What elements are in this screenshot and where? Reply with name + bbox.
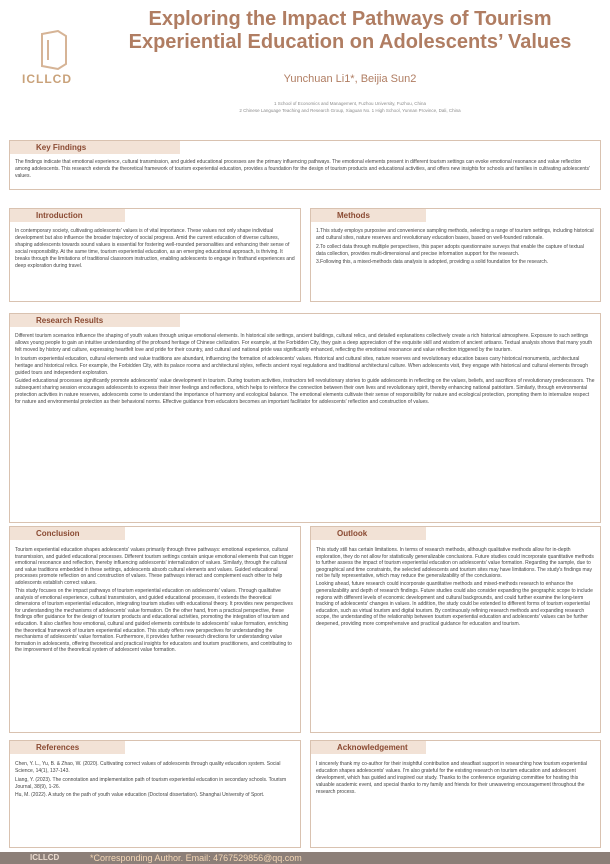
footer-bar — [0, 852, 610, 864]
references-heading: References — [10, 741, 125, 754]
key-findings-heading: Key Findings — [10, 141, 180, 154]
acknowledgement-section — [310, 740, 601, 848]
acknowledgement-text: I sincerely thank my co-author for their insightful contribution and steadfast support in researching how tourism experiential education shapes adolescents' values. I'm also grateful for the existing research on tourism education and adolescent development, which has guided and inspired our study. Thanks to the conference organizing committee for hosting this valuable academic event, and special thanks to my family and friends for their unwavering encouragement throughout the research process. — [316, 761, 587, 795]
footer-logo-text: ICLLCD — [30, 853, 60, 862]
introduction-section — [9, 208, 301, 302]
outlook-section — [310, 526, 601, 733]
results-paragraph: In tourism experiential education, cultural elements and value traditions are abundant, influencing the formation of adolescents' values. Historical and cultural sites, nature reserves and revolutionary education bases carry historical monuments, architectural heritage and historical relics. For example, the Forbidden City, with its palace rooms and architectural styles, reflects ancient royal regulations and traditional architectural culture. When adolescents visit, they engage with historical and cultural elements through guided tours and independent exploration. — [15, 355, 588, 376]
title-line-1: Exploring the Impact Pathways of Tourism — [148, 8, 552, 30]
outlook-paragraph: This study still has certain limitations. In terms of research methods, although qualitative methods allow for in-depth exploration, they do not allow for statistically generalizable conclusions. Future studies could incorporate quantitative methods to further assess the impact of tourism experiential education on adolescents' value formation. Regarding the sample, due to geographical and time constraints, the selected adolescents and tourism sites may have limitations. The study's findings may not be fully representative, which may reduce the generalizability of the conclusions. — [316, 547, 594, 580]
conclusion-section — [9, 526, 301, 733]
conference-logo-icon — [30, 30, 70, 70]
introduction-heading: Introduction — [10, 209, 125, 222]
acknowledgement-heading: Acknowledgement — [311, 741, 426, 754]
outlook-text — [316, 547, 595, 629]
logo-text: ICLLCD — [22, 72, 72, 86]
results-paragraph: Different tourism scenarios influence the shaping of youth values through unique emotional elements. In historical site settings, ancient buildings, cultural relics, and detailed explanations collectively create a rich historical atmosphere. Exposure to such settings allows young people to gain an intuitive understanding of the profound heritage of Chinese civilization. For example, at the Forbidden City, they gain a deep appreciation of the exquisite skill and wisdom of ancient artisans. Textual analysis shows that many youth felt moved by history and culture, expressing heartfelt love and pride for their country, and cultural and national pride was significantly enhanced, reflecting the emotional resonance and value reflection triggered by the tourism. — [15, 333, 593, 353]
key-findings-section — [9, 140, 601, 190]
methods-heading: Methods — [311, 209, 426, 222]
poster-title — [100, 8, 600, 54]
reference-item: Hu, M. (2022). A study on the path of youth value education (Doctoral dissertation). Shanghai University of Sport. — [15, 792, 265, 798]
title-line-2: Experiential Education on Adolescents’ Values — [128, 31, 572, 53]
methods-item: 2.To collect data through multiple perspectives, this paper adopts questionnaire surveys that enable the capture of textual data collection, provides multi-dimensional and precise information support for the research. — [316, 243, 584, 257]
methods-section — [310, 208, 601, 302]
references-list — [15, 761, 295, 801]
conclusion-text — [15, 547, 295, 656]
references-section — [9, 740, 301, 848]
key-findings-text: The findings indicate that emotional experience, cultural transmission, and guided educational processes are the primary influencing pathways. The emotional elements present in different tourism settings can evoke emotional resonance and value reflection among adolescents. This research extends the theoretical framework of tourism experiential education, provides a foundation for the design of tourism products and educational activities, and offers new insights for schools and families in cultivating adolescents' values. — [15, 159, 590, 179]
affiliation-2: 2 Chinese Language Teaching and Research Group, Xiaguan No. 1 High School, Yunnan Province, Dali, China — [239, 108, 461, 113]
conclusion-paragraph: Tourism experiential education shapes adolescents' values primarily through three pathways: emotional experience, cultural transmission, and guided educational processes. Different tourism settings contain unique emotional elements that can trigger emotional resonance and reflection, thereby influencing adolescents' internalization of values. Similarly, through the cultural and value traditions embedded in these settings, adolescents absorb cultural elements and values. Guided educational processes promote reflection on and construction of values. These pathways interact and complement each other to help adolescents establish correct values. — [15, 547, 294, 586]
results-paragraph: Guided educational processes significantly promote adolescents' value development in tourism. During tourism activities, instructors tell revolutionary stories to guide adolescents in reflecting on the values, beliefs, and sacrifices of revolutionary predecessors. The subsequent sharing session encourages adolescents to express their inner feelings and reflections, which helps to reinforce the connection between their own lives and revolutionary spirit, thereby enhancing national patriotism. Similarly, through environmental protection activities in nature reserves, adolescents come to understand the importance of harmony and ecological balance. The emotional elements cultivate their sense of responsibility for nature and ecological protection, prompting them to internalize respect for nature and environmental protection as their behavioral norms. Effective guidance from educators becomes an important facilitator for adolescents' reflection and construction of values. — [15, 378, 595, 405]
corresponding-author-email: *Corresponding Author. Email: 4767529856@qq.com — [90, 853, 302, 863]
affiliations — [100, 100, 600, 114]
reference-item: Chen, Y. L., Yu, B. & Zhao, W. (2020). Cultivating correct values of adolescents through quality education system. Social Science, 14(1), 137-143. — [15, 761, 281, 774]
reference-item: Liang, Y. (2023). The connotation and implementation path of tourism experiential education in secondary schools. Tourism Journal, 38(9), 1-26. — [15, 776, 287, 790]
authors: Yunchuan Li1*, Beijia Sun2 — [283, 73, 417, 85]
methods-item: 1.This study employs purposive and convenience sampling methods, selecting a range of tourism settings, including historical and cultural sites, nature reserves and revolutionary education bases, based on well-founded rationale. — [316, 228, 594, 241]
affiliation-1: 1 School of Economics and Management, Fuzhou University, Fuzhou, China — [274, 101, 426, 106]
research-results-text — [15, 333, 595, 408]
methods-item: 3.Following this, a mixed-methods data analysis is adopted, providing a solid foundation for the research. — [316, 259, 549, 265]
outlook-paragraph: Looking ahead, future research could incorporate quantitative methods and mixed-methods research to enhance the generalizability and depth of research findings. Future studies could also consider expanding the geographic scope to include regions with different levels of economic development and cultural backgrounds, and could further examine the long-term tracking of adolescents' changes in values. In addition, the study could be extended to different forms of tourism experiential education, such as virtual tourism and digital tourism. By continuously refining research methods and expanding research scope, the understanding of the relationship between tourism experiential education and adolescents' values can be further deepened, providing more comprehensive and practical guidance for education and tourism. — [316, 581, 593, 628]
research-results-heading: Research Results — [10, 314, 180, 327]
outlook-heading: Outlook — [311, 527, 426, 540]
methods-list — [316, 228, 595, 268]
introduction-text: In contemporary society, cultivating adolescents' values is of vital importance. These values not only shape individual development but also influence the broader trajectory of social progress. Amid the current education of diverse cultures, shaping adolescents towards sound values is essential for fostering well-rounded personalities and enhancing their sense of social responsibility. At the same time, tourism experiential education, as an emerging educational approach, is thriving. It breaks through the limitations of traditional classroom instruction, enabling adolescents to engage in firsthand experiences and deep exploration during travel. — [15, 228, 295, 269]
conclusion-heading: Conclusion — [10, 527, 125, 540]
conclusion-paragraph: This study focuses on the impact pathways of tourism experiential education on adolescents' values. Through qualitative analysis of emotional experience, cultural transmission, and guided educational processes, it extends the theoretical dimensions of tourism experiential education, integrating tourism studies with educational theory. It provides new perspectives for understanding the mechanisms of adolescents' value formation. On the other hand, from a practical perspective, these findings offer guidance for the design of tourism products and educational activities, promoting the integration of tourism and education. It also clarifies how emotional, cultural and guided elements contribute to adolescents' value formation, enriching the theoretical framework of tourism experiential education. This study offers new perspectives for understanding the mechanisms of adolescents' value formation. Furthermore, it provides further research directions for understanding value formation in adolescents, offering theoretical and practical insights for educators and tourism practitioners, and contributing to the improvement of the theoretical system of adolescent value formation. — [15, 588, 293, 654]
research-results-section — [9, 313, 601, 523]
